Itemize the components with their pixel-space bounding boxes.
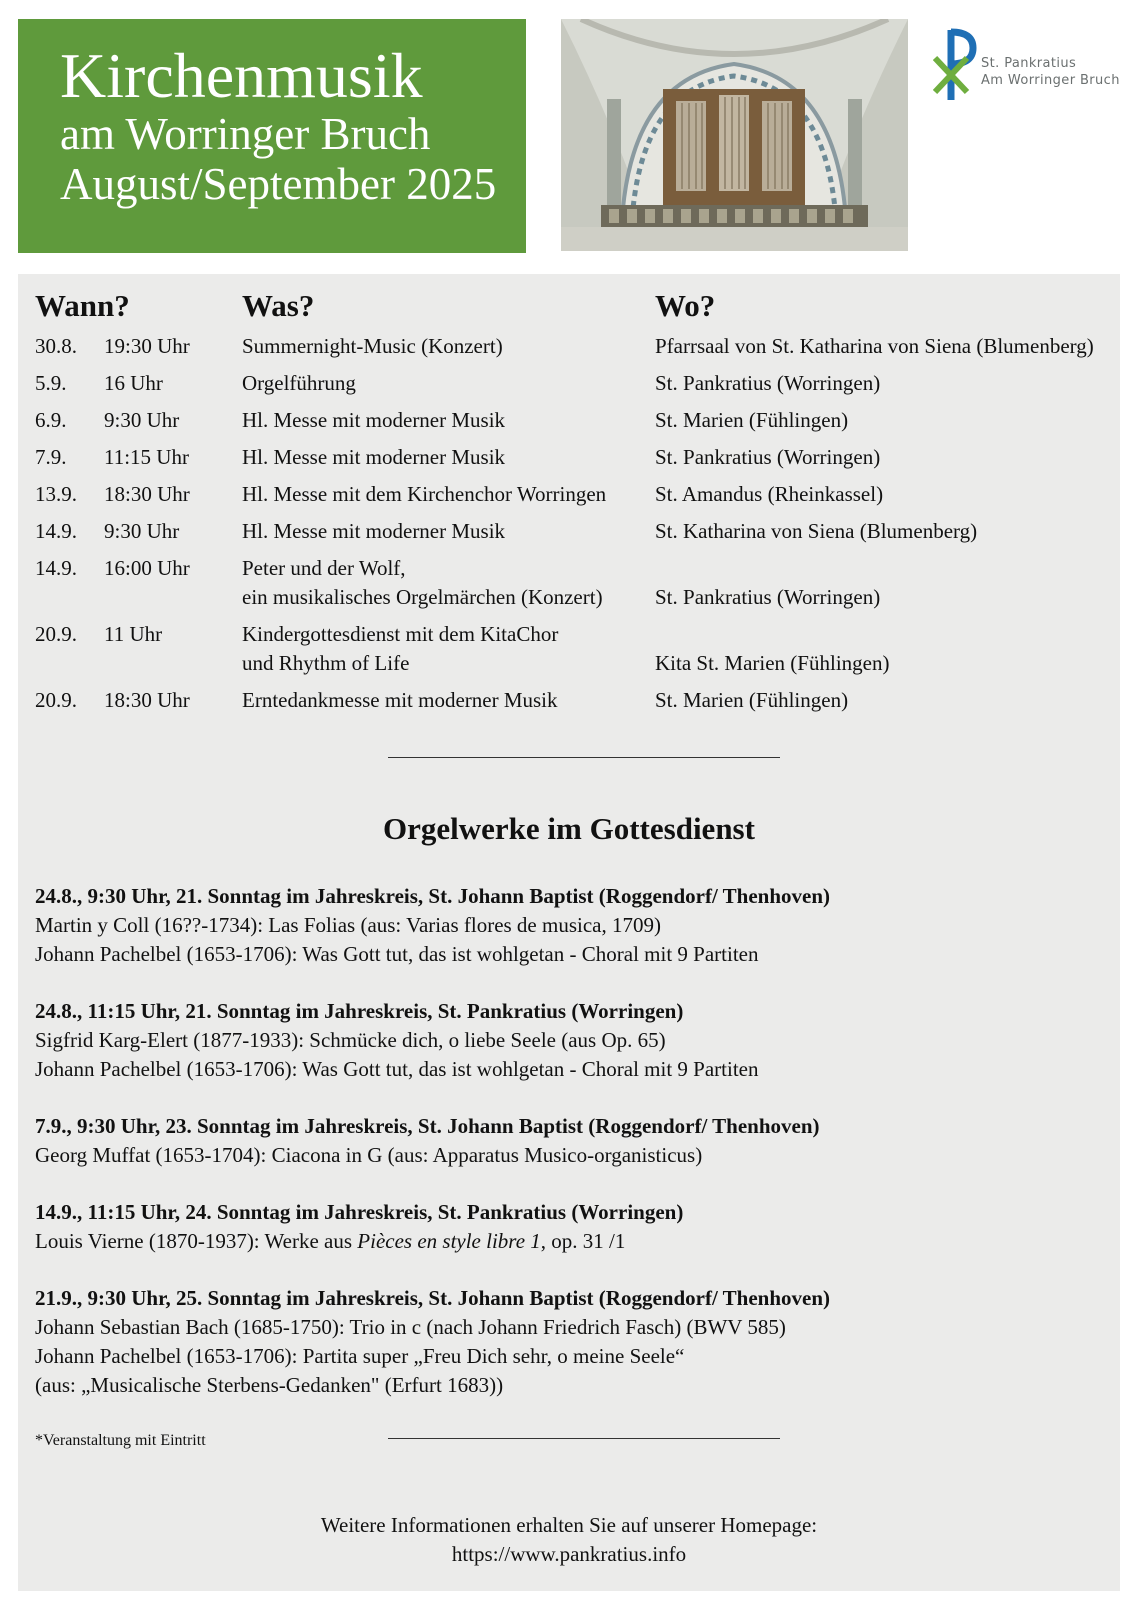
organ-work: Johann Pachelbel (1653-1706): Partita super „Freu Dich sehr, o meine Seele“	[35, 1344, 685, 1368]
event-time: 19:30 Uhr	[104, 334, 190, 358]
logo-line-2: Am Worringer Bruch	[981, 73, 1120, 88]
logo-text	[981, 55, 1120, 89]
divider	[388, 757, 780, 758]
event-title: Hl. Messe mit moderner Musik	[242, 445, 506, 469]
schedule-row	[18, 443, 1120, 480]
event-date: 5.9.	[35, 371, 67, 395]
homepage-link[interactable]: https://www.pankratius.info	[451, 1542, 687, 1566]
footnote: *Veranstaltung mit Eintritt	[35, 1432, 206, 1449]
event-title: und Rhythm of Life	[242, 651, 410, 675]
page-subtitle-location: am Worringer Bruch	[60, 109, 431, 159]
service-heading: 7.9., 9:30 Uhr, 23. Sonntag im Jahreskreis, St. Johann Baptist (Roggendorf/ Thenhoven)	[35, 1114, 820, 1138]
title-box	[18, 19, 526, 253]
page-title: Kirchenmusik	[60, 40, 423, 111]
parish-logo-icon	[933, 28, 977, 102]
event-time: 16 Uhr	[104, 371, 163, 395]
event-title: Orgelführung	[242, 371, 356, 395]
organ-photo	[561, 19, 908, 251]
organ-work-suffix: , op. 31 /1	[540, 1229, 626, 1253]
event-location: Pfarrsaal von St. Katharina von Siena (Blumenberg)	[655, 334, 1094, 358]
service-heading: 14.9., 11:15 Uhr, 24. Sonntag im Jahreskreis, St. Pankratius (Worringen)	[35, 1200, 684, 1224]
info-block	[18, 1511, 1120, 1569]
event-time: 9:30 Uhr	[104, 519, 180, 543]
content-panel	[18, 274, 1120, 1591]
organ-work: Johann Sebastian Bach (1685-1750): Trio in c (nach Johann Friedrich Fasch) (BWV 585)	[35, 1315, 786, 1339]
event-time: 18:30 Uhr	[104, 688, 190, 712]
event-date: 20.9.	[35, 622, 77, 646]
organ-work-prefix: Louis Vierne (1870-1937): Werke aus	[35, 1229, 358, 1253]
page-subtitle-period: August/September 2025	[60, 159, 497, 209]
organ-work-italic: Pièces en style libre 1	[357, 1229, 541, 1253]
event-time: 18:30 Uhr	[104, 482, 190, 506]
event-time: 9:30 Uhr	[104, 408, 180, 432]
service-block	[35, 997, 1095, 1084]
column-header-where: Wo?	[655, 288, 716, 323]
event-date: 14.9.	[35, 556, 77, 580]
schedule-row	[18, 369, 1120, 406]
event-location: St. Pankratius (Worringen)	[655, 585, 881, 609]
event-title: Peter und der Wolf,	[242, 556, 406, 580]
info-text: Weitere Informationen erhalten Sie auf unserer Homepage:	[320, 1513, 818, 1537]
logo-line-1: St. Pankratius	[981, 56, 1077, 71]
event-date: 30.8.	[35, 334, 77, 358]
event-title: Erntedankmesse mit moderner Musik	[242, 688, 558, 712]
organ-works-list	[35, 882, 1095, 1428]
event-title: Hl. Messe mit moderner Musik	[242, 519, 506, 543]
event-location: St. Pankratius (Worringen)	[655, 371, 881, 395]
service-block	[35, 1198, 1095, 1256]
service-heading: 24.8., 11:15 Uhr, 21. Sonntag im Jahreskreis, St. Pankratius (Worringen)	[35, 999, 684, 1023]
column-header-what: Was?	[242, 288, 315, 323]
service-block	[35, 1112, 1095, 1170]
schedule-table	[18, 332, 1120, 723]
event-date: 20.9.	[35, 688, 77, 712]
organ-work: Johann Pachelbel (1653-1706): Was Gott tut, das ist wohlgetan - Choral mit 9 Partiten	[35, 942, 759, 966]
event-location: Kita St. Marien (Fühlingen)	[655, 651, 890, 675]
schedule-row	[18, 480, 1120, 517]
event-title: Summernight-Music (Konzert)	[242, 334, 503, 358]
event-location: St. Marien (Fühlingen)	[655, 408, 849, 432]
organ-work: Johann Pachelbel (1653-1706): Was Gott tut, das ist wohlgetan - Choral mit 9 Partiten	[35, 1057, 759, 1081]
schedule-row	[18, 406, 1120, 443]
service-heading: 21.9., 9:30 Uhr, 25. Sonntag im Jahreskreis, St. Johann Baptist (Roggendorf/ Thenhoven)	[35, 1286, 831, 1310]
organ-work: Sigfrid Karg-Elert (1877-1933): Schmücke dich, o liebe Seele (aus Op. 65)	[35, 1028, 666, 1052]
divider	[388, 1438, 780, 1439]
service-heading: 24.8., 9:30 Uhr, 21. Sonntag im Jahreskreis, St. Johann Baptist (Roggendorf/ Thenhoven)	[35, 884, 831, 908]
event-location: St. Amandus (Rheinkassel)	[655, 482, 884, 506]
event-time: 16:00 Uhr	[104, 556, 190, 580]
event-date: 7.9.	[35, 445, 67, 469]
event-location: St. Pankratius (Worringen)	[655, 445, 881, 469]
schedule-row	[18, 517, 1120, 554]
event-title: Hl. Messe mit dem Kirchenchor Worringen	[242, 482, 607, 506]
organ-work: Georg Muffat (1653-1704): Ciacona in G (aus: Apparatus Musico-organisticus)	[35, 1143, 703, 1167]
service-block	[35, 882, 1095, 969]
column-header-when: Wann?	[35, 288, 130, 323]
organ-work	[35, 1227, 1095, 1256]
event-title: Kindergottesdienst mit dem KitaChor	[242, 622, 559, 646]
service-block	[35, 1284, 1095, 1400]
section-title-organ-works: Orgelwerke im Gottesdienst	[383, 811, 755, 846]
event-title: ein musikalisches Orgelmärchen (Konzert)	[242, 585, 603, 609]
event-date: 6.9.	[35, 408, 67, 432]
schedule-row	[18, 620, 1120, 686]
event-time: 11:15 Uhr	[104, 445, 189, 469]
organ-work: (aus: „Musicalische Sterbens-Gedanken" (Erfurt 1683))	[35, 1373, 504, 1397]
event-title: Hl. Messe mit moderner Musik	[242, 408, 506, 432]
event-location: St. Marien (Fühlingen)	[655, 688, 849, 712]
schedule-row	[18, 554, 1120, 620]
event-date: 13.9.	[35, 482, 77, 506]
event-date: 14.9.	[35, 519, 77, 543]
event-time: 11 Uhr	[104, 622, 163, 646]
schedule-row	[18, 686, 1120, 723]
event-location: St. Katharina von Siena (Blumenberg)	[655, 519, 978, 543]
organ-work: Martin y Coll (16??-1734): Las Folias (aus: Varias flores de musica, 1709)	[35, 913, 661, 937]
parish-logo	[933, 28, 1123, 108]
schedule-row	[18, 332, 1120, 369]
